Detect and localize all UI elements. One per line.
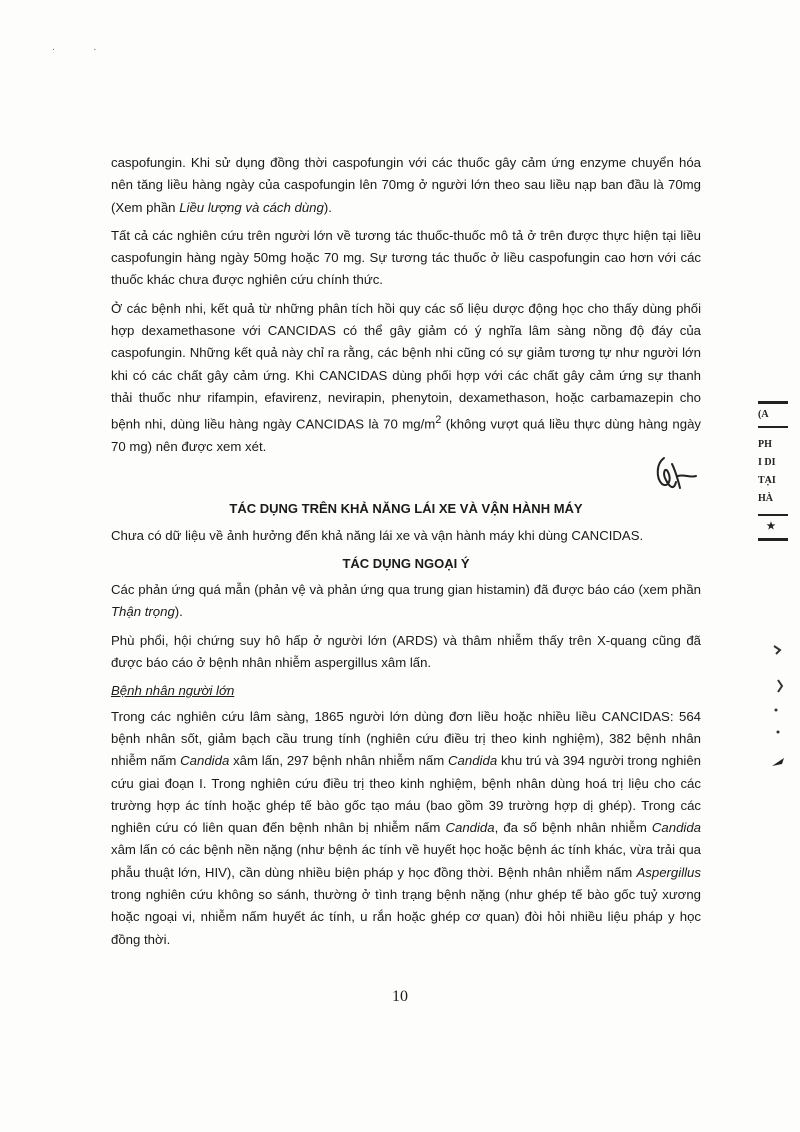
- scan-corner-marks: . .: [52, 42, 115, 53]
- subheading-adult-patients: Bệnh nhân người lớn: [111, 683, 235, 699]
- heading-adverse-effects: TÁC DỤNG NGOẠI Ý: [342, 555, 470, 571]
- page-number: 10: [392, 988, 408, 1005]
- scan-edge-marks: [768, 640, 798, 780]
- paragraph-driving: Chưa có dữ liệu về ảnh hưởng đến khả năng lái xe và vận hành máy khi dùng CANCIDAS.: [111, 527, 644, 543]
- paragraph-hypersensitivity: Các phản ứng quá mẫn (phản vệ và phản ứng qua trung gian histamin) đã được báo cáo (xem phần Thận trọng).: [111, 582, 701, 620]
- handwritten-initials: [650, 450, 710, 495]
- paragraph-adult-patients: Trong các nghiên cứu lâm sàng, 1865 người lớn dùng đơn liều hoặc nhiều liều CANCIDAS: 564 bệnh nhân sốt, giảm bạch cầu trung tính (nghiên cứu điều trị theo kinh nghiệm), 382 bệnh nhân nhiễm nấm Candida xâm lấn, 297 bệnh nhân nhiễm nấm Candida khu trú và 394 người trong nghiên cứu giai đoạn I. Trong nghiên cứu điều trị theo kinh nghiệm, bệnh nhân dùng hoá trị liệu cho các trường hợp ác tính hoặc ghép tế bào gốc tạo máu (bao gồm 39 trường hợp dị ghép). Trong các nghiên cứu có liên quan đến bệnh nhân bị nhiễm nấm Candida, đa số bệnh nhân nhiễm Candida xâm lấn có các bệnh nền nặng (như bệnh ác tính về huyết học hoặc bệnh ác tính khác, vừa trải qua phẫu thuật lớn, HIV), cần dùng nhiều biện pháp y học đồng thời. Bệnh nhân nhiễm nấm Aspergillus trong nghiên cứu không so sánh, thường ở tình trạng bệnh nặng (như ghép tế bào gốc tuỷ xương hoặc ngoại vi, nhiễm nấm huyết ác tính, u rắn hoặc ghép cơ quan) đòi hỏi nhiều liệu pháp y học đồng thời.: [111, 708, 702, 947]
- paragraph-pediatric: Ở các bệnh nhi, kết quả từ những phân tích hồi quy các số liệu dược động học cho thấy dùng phối hợp dexamethasone với CANCIDAS có thể gây giảm có ý nghĩa lâm sàng nồng độ đáy của caspofungin. Những kết quả này chỉ ra rằng, các bệnh nhi cũng có sự giảm tương tự như người lớn khi có các chất gây cảm ứng. Khi CANCIDAS dùng phối hợp với các chất gây cảm ứng sự thanh thải thuốc như rifampin, efavirenz, nevirapin, phenytoin, dexamethason, hoặc carbamazepin cho bệnh nhi, dùng liều hàng ngày CANCIDAS là 70 $mg/m^2$ (không vượt quá liều thực dùng hàng ngày 70 mg) nên được xem xét.: [111, 300, 701, 454]
- main-text: [111, 152, 701, 957]
- stamp-fragment: (A PH I DI TẠI HÀ ★: [758, 395, 800, 545]
- paragraph-adult-studies: Tất cả các nghiên cứu trên người lớn về tương tác thuốc-thuốc mô tả ở trên được thực hiện tại liều caspofungin hàng ngày 50mg hoặc 70 mg. Sự tương tác thuốc ở liều caspofungin cao hơn với các thuốc khác chưa được nghiên cứu chính thức.: [111, 227, 701, 288]
- reference-dosage: Liều lượng và cách dùng: [179, 199, 324, 215]
- paragraph-interaction-dose: caspofungin. Khi sử dụng đồng thời caspofungin với các thuốc gây cảm ứng enzyme chuyển hóa nên tăng liều hàng ngày của caspofungin lên 70mg ở người lớn theo sau liều nạp ban đầu là 70mg (Xem phần Liều lượng và cách dùng).: [111, 155, 701, 215]
- paragraph-pulmonary: Phù phổi, hội chứng suy hô hấp ở người lớn (ARDS) và thâm nhiễm thấy trên X-quang cũng đã được báo cáo ở bệnh nhân nhiễm aspergillus xâm lấn.: [111, 632, 701, 671]
- reference-precautions: Thận trọng: [111, 604, 175, 620]
- heading-driving: TÁC DỤNG TRÊN KHẢ NĂNG LÁI XE VÀ VẬN HÀNH MÁY: [229, 501, 583, 517]
